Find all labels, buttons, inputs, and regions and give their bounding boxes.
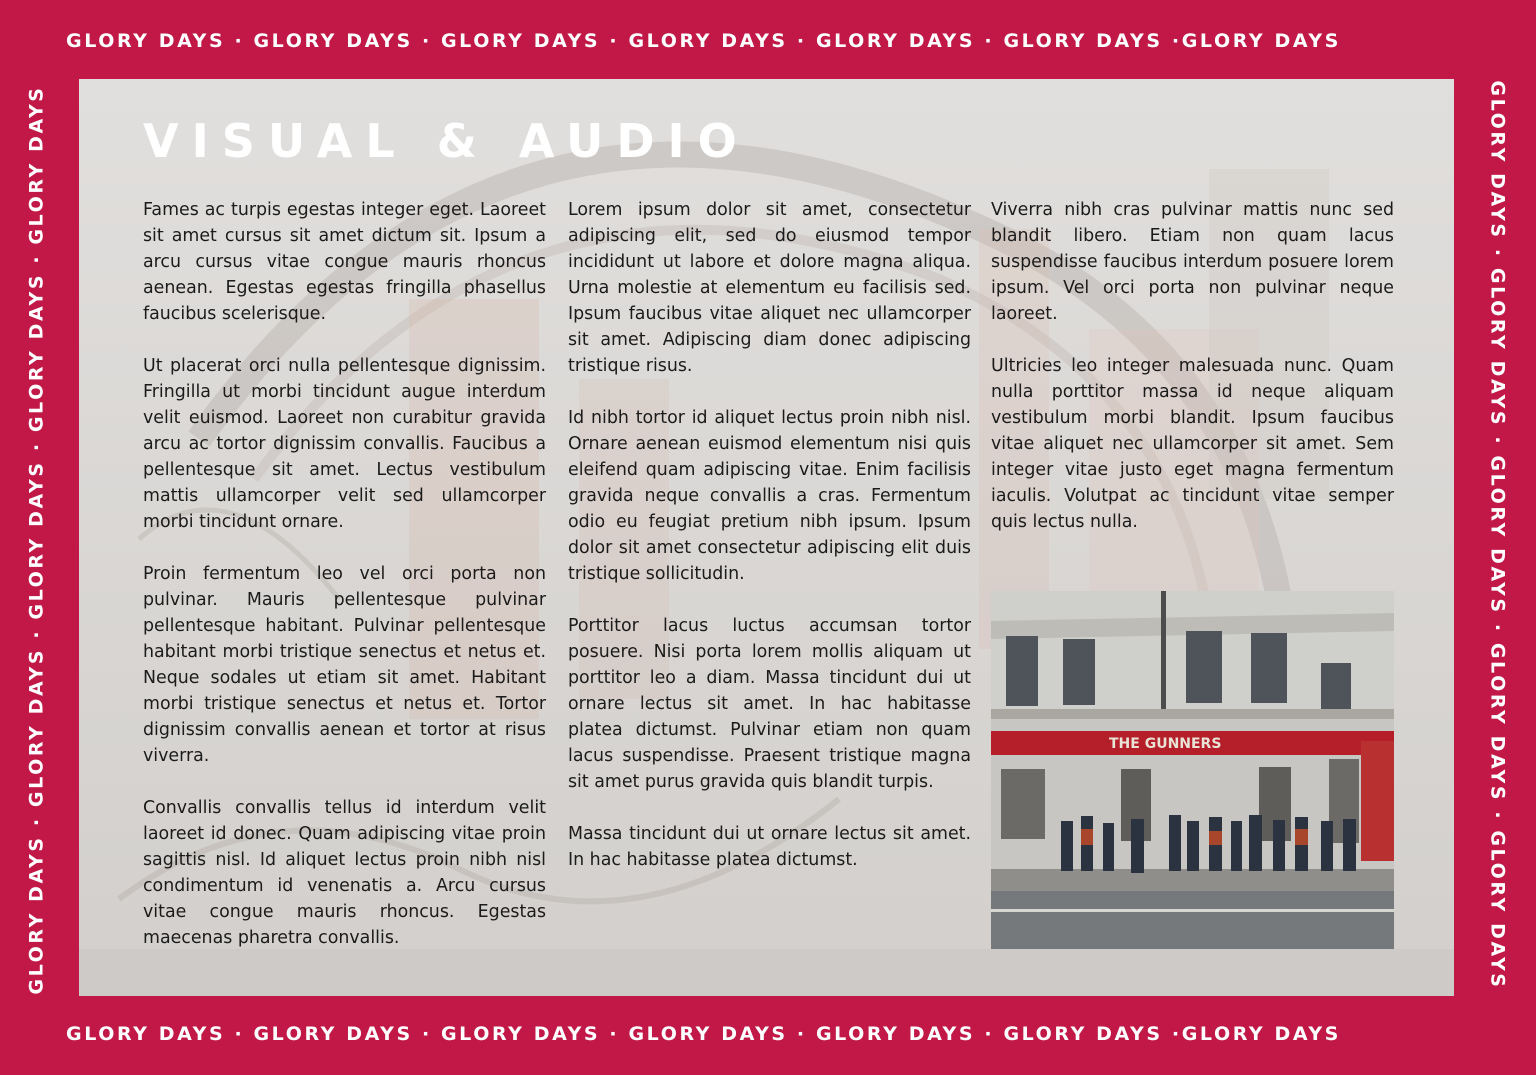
paragraph: Porttitor lacus luctus accumsan tortor posuere. Nisi porta lorem mollis aliquam ut porttitor leo a diam. Massa tincidunt dui ut ornare lectus sit amet. In hac habitasse platea dictumst. Pulvinar etiam non quam lacus suspendisse. Praesent tristique magna sit amet purus gravida quis blandit turpis. xyxy=(568,616,971,792)
text-column-3 xyxy=(991,197,1394,561)
paragraph: Fames ac turpis egestas integer eget. Laoreet sit amet cursus sit amet dictum sit. Ipsum a arcu cursus vitae congue mauris rhoncus aenean. Egestas egestas fringilla phasellus faucibus scelerisque. xyxy=(143,200,546,324)
paragraph: Convallis convallis tellus id interdum velit laoreet id donec. Quam adipiscing vitae proin sagittis nisl. Id aliquet lectus proin nibh nisl condimentum id venenatis a. Arcu cursus vitae congue mauris rhoncus. Egestas maecenas pharetra convallis. xyxy=(143,798,546,948)
text-column-1 xyxy=(143,197,546,977)
border-text-right: GLORY DAYS · GLORY DAYS · GLORY DAYS · GLORY DAYS · GLORY DAYS xyxy=(1487,80,1510,990)
paragraph: Proin fermentum leo vel orci porta non pulvinar. Mauris pellentesque pulvinar pellentesque habitant. Pulvinar pellentesque habitant morbi tristique senectus et netus et. Neque sodales ut etiam sit amet. Habitant morbi tristique senectus et netus et. Tortor dignissim convallis aenean et tortor at risus viverra. xyxy=(143,564,546,766)
paragraph: Viverra nibh cras pulvinar mattis nunc sed blandit libero. Etiam non quam lacus suspendisse faucibus interdum posuere lorem ipsum. Vel orci porta non pulvinar neque laoreet. xyxy=(991,200,1394,324)
border-text-bottom: GLORY DAYS · GLORY DAYS · GLORY DAYS · GLORY DAYS · GLORY DAYS · GLORY DAYS ·GLORY DAYS xyxy=(66,1023,1341,1045)
pub-photo xyxy=(991,591,1394,949)
page-title: VISUAL & AUDIO xyxy=(143,114,750,168)
paragraph: Massa tincidunt dui ut ornare lectus sit amet. In hac habitasse platea dictumst. xyxy=(568,824,971,870)
paragraph: Ut placerat orci nulla pellentesque dignissim. Fringilla ut morbi tincidunt augue interdum velit euismod. Laoreet non curabitur gravida arcu ac tortor dignissim convallis. Faucibus a pellentesque sit amet. Lectus vestibulum mattis ullamcorper velit sed ullamcorper morbi tincidunt ornare. xyxy=(143,356,546,532)
paragraph: Ultricies leo integer malesuada nunc. Quam nulla porttitor massa id neque aliquam vestibulum morbi blandit. Ipsum faucibus vitae aliquet nec ullamcorper sit amet. Sem integer vitae justo eget magna fermentum iaculis. Volutpat ac tincidunt vitae semper quis lectus nulla. xyxy=(991,356,1394,532)
pub-sign: THE GUNNERS xyxy=(1109,736,1222,752)
border-right xyxy=(1480,35,1516,1035)
border-text-left: GLORY DAYS · GLORY DAYS · GLORY DAYS · GLORY DAYS · GLORY DAYS xyxy=(26,85,49,995)
paragraph: Lorem ipsum dolor sit amet, consectetur adipiscing elit, sed do eiusmod tempor incididunt ut labore et dolore magna aliqua. Urna molestie at elementum eu facilisis sed. Ipsum faucibus vitae aliquet nec ullamcorper sit amet. Adipiscing diam donec adipiscing tristique risus. xyxy=(568,200,971,376)
text-column-2 xyxy=(568,197,971,899)
paragraph: Id nibh tortor id aliquet lectus proin nibh nisl. Ornare aenean euismod elementum nisi quis eleifend quam adipiscing vitae. Enim facilisis gravida neque convallis a cras. Fermentum odio eu feugiat pretium nibh ipsum. Ipsum dolor sit amet consectetur adipiscing elit duis tristique sollicitudin. xyxy=(568,408,971,584)
border-text-top: GLORY DAYS · GLORY DAYS · GLORY DAYS · GLORY DAYS · GLORY DAYS · GLORY DAYS ·GLORY DAYS xyxy=(66,30,1341,52)
border-left xyxy=(19,40,55,1040)
